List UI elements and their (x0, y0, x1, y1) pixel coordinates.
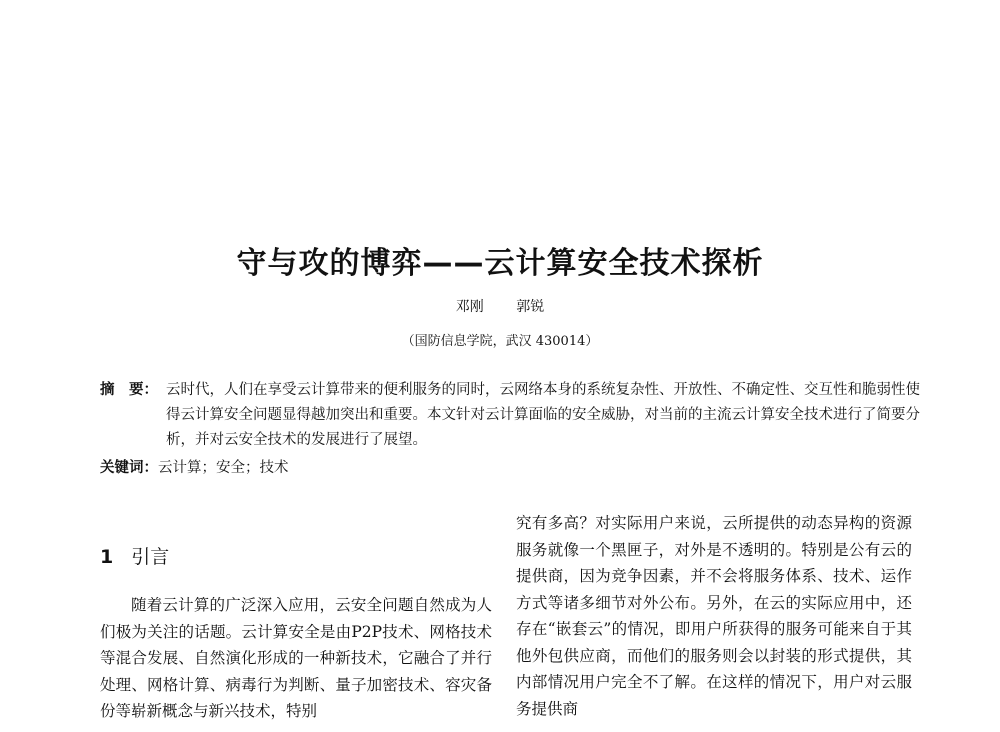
keywords-text: 云计算；安全；技术 (158, 460, 289, 476)
author-name: 郭锐 (516, 299, 545, 315)
paper-title: 守与攻的博弈——云计算安全技术探析 (236, 246, 764, 281)
author-name: 邓刚 (455, 299, 484, 315)
left-column (100, 592, 492, 725)
body-paragraph: 随着云计算的广泛深入应用，云安全问题自然成为人们极为关注的话题。云计算安全是由P2P技术、网格技术等混合发展、自然演化形成的一种新技术，它融合了并行处理、网格计算、病毒行为判断、量子加密技术、容灾备份等崭新概念与新兴技术，特别 (100, 596, 492, 720)
section-heading (100, 542, 169, 569)
right-column (516, 510, 912, 722)
keywords-block (100, 456, 289, 481)
abstract-label: 摘 要： (100, 382, 158, 398)
affiliation: （国防信息学院，武汉 430014） (401, 334, 599, 349)
keywords-label: 关键词： (100, 460, 158, 476)
abstract-block (100, 378, 930, 453)
section-title: 引言 (131, 546, 170, 568)
section-number: 1 (100, 546, 114, 568)
abstract-text: 云时代，人们在享受云计算带来的便利服务的同时，云网络本身的系统复杂性、开放性、不确定性、交互性和脆弱性使得云计算安全问题显得越加突出和重要。本文针对云计算面临的安全威胁，对当前的主流云计算安全技术进行了简要分析，并对云安全技术的发展进行了展望。 (166, 382, 920, 448)
body-paragraph: 究有多高？对实际用户来说，云所提供的动态异构的资源服务就像一个黑匣子，对外是不透明的。特别是公有云的提供商，因为竞争因素，并不会将服务体系、技术、运作方式等诸多细节对外公布。另外，在云的实际应用中，还存在“嵌套云”的情况，即用户所获得的服务可能来自于其他外包供应商，而他们的服务则会以封装的形式提供，其内部情况用户完全不了解。在这样的情况下，用户对云服务提供商 (516, 514, 912, 718)
author-list (0, 296, 1000, 316)
